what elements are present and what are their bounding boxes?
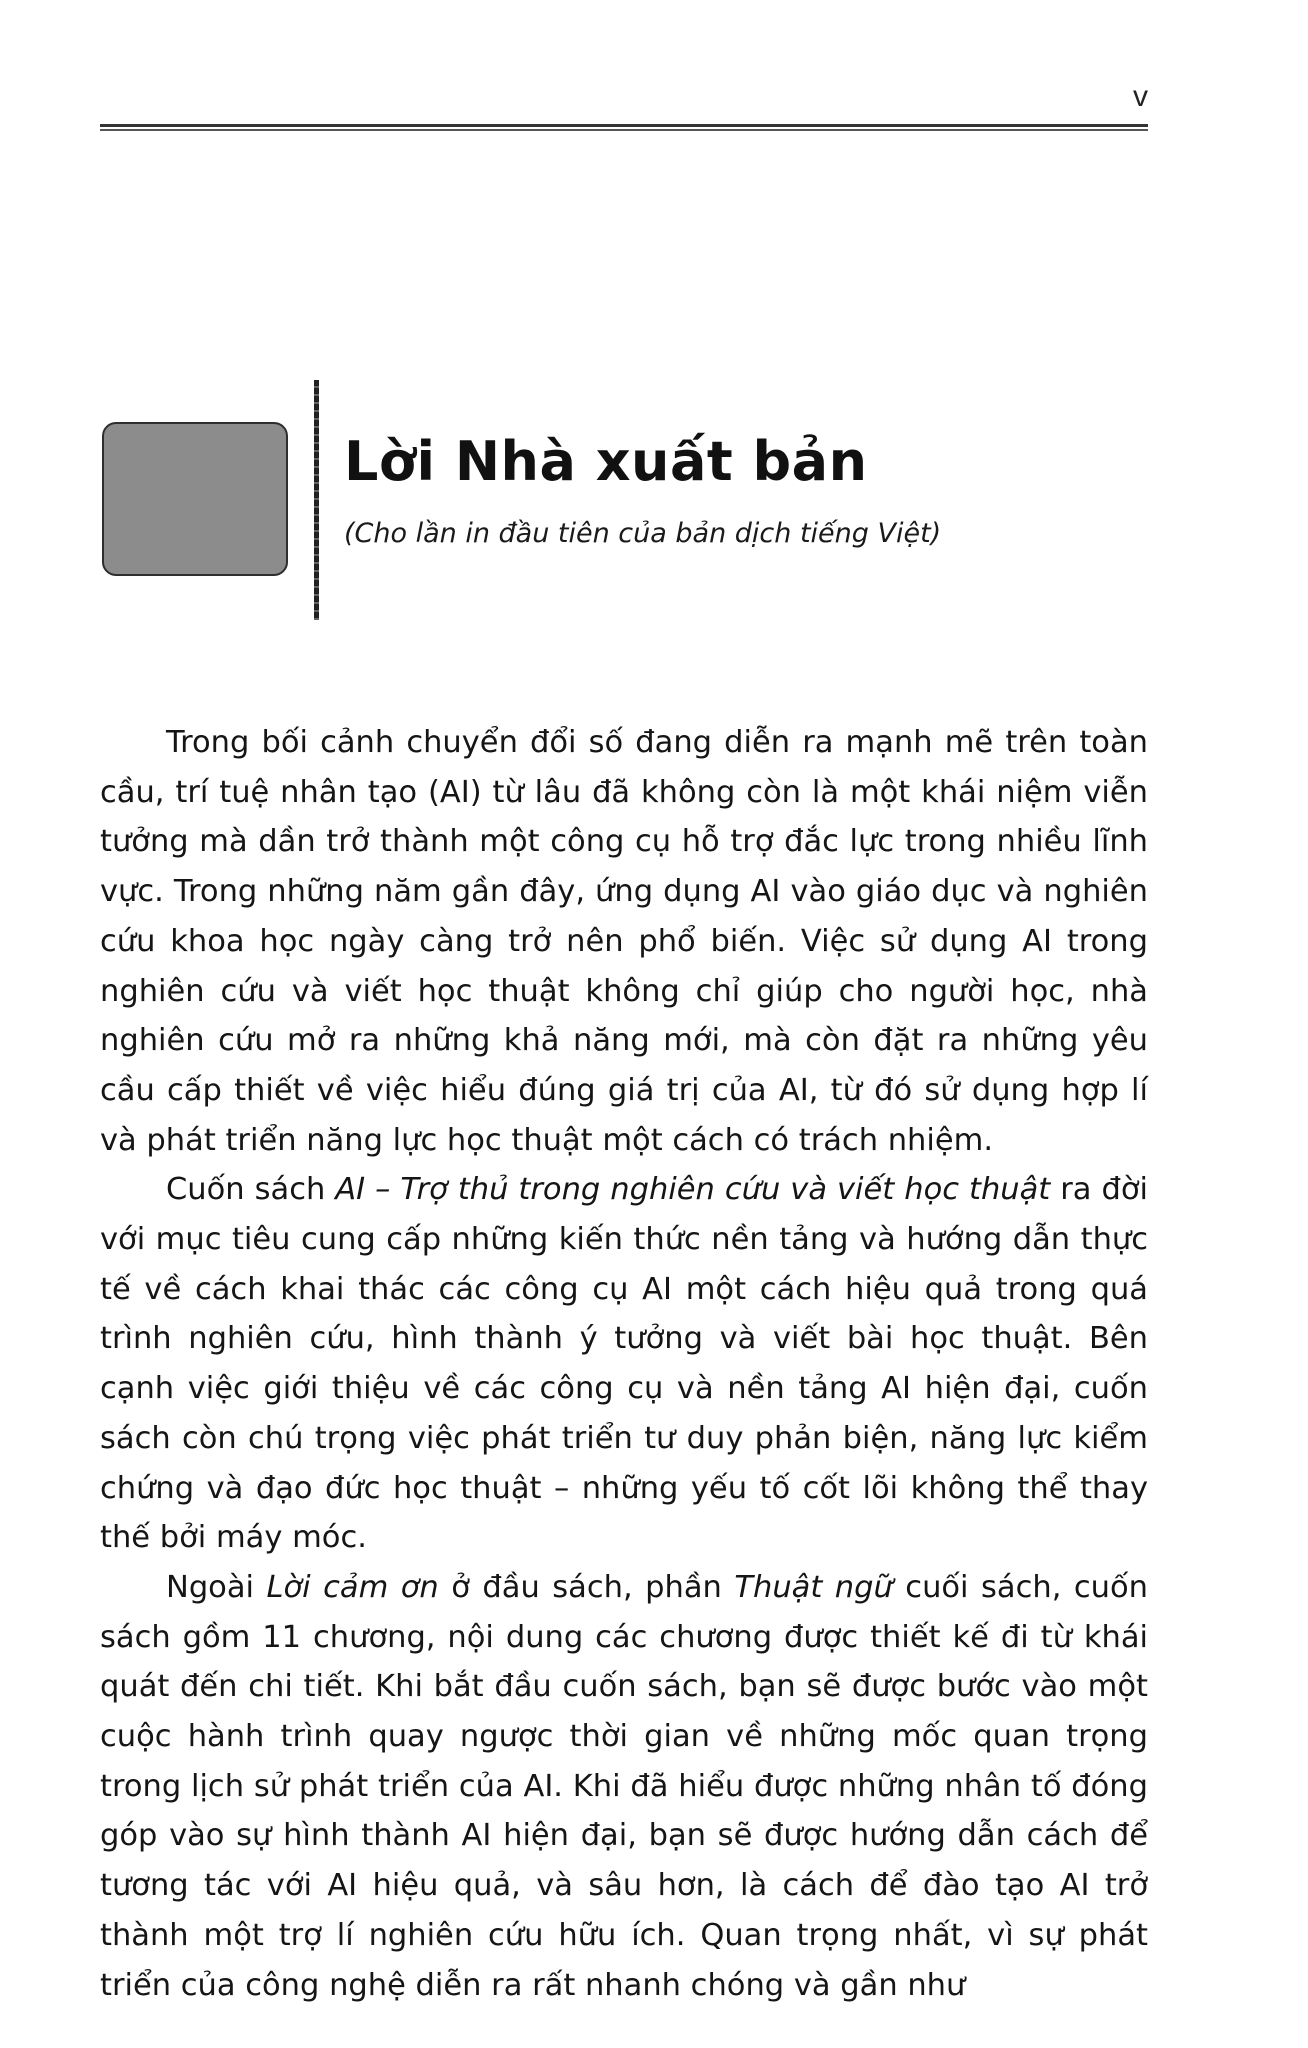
- section-glossary: Thuật ngữ: [734, 1569, 893, 1605]
- decorative-grey-box: [102, 422, 288, 576]
- header-rule: [100, 124, 1148, 131]
- paragraph-3-mid: ở đầu sách, phần: [438, 1569, 735, 1605]
- page-subtitle: (Cho lần in đầu tiên của bản dịch tiếng Việt): [344, 518, 942, 549]
- paragraph-2-post: ra đời với mục tiêu cung cấp những kiến thức nền tảng và hướng dẫn thực tế về cách khai thác các công cụ AI một cách hiệu quả trong quá trình nghiên cứu, hình thành ý tưởng và viết bài học thuật. Bên cạnh việc giới thiệu về các công cụ và nền tảng AI hiện đại, cuốn sách còn chú trọng việc phát triển tư duy phản biện, năng lực kiểm chứng và đạo đức học thuật – những yếu tố cốt lõi không thể thay thế bởi máy móc.: [100, 1172, 1148, 1556]
- paragraph-3-pre: Ngoài: [166, 1569, 267, 1605]
- paragraph-3-post: cuối sách, cuốn sách gồm 11 chương, nội dung các chương được thiết kế đi từ khái quát đến chi tiết. Khi bắt đầu cuốn sách, bạn sẽ được bước vào một cuộc hành trình quay ngược thời gian về những mốc quan trọng trong lịch sử phát triển của AI. Khi đã hiểu được những nhân tố đóng góp vào sự hình thành AI hiện đại, bạn sẽ được hướng dẫn cách để tương tác với AI hiệu quả, và sâu hơn, là cách để đào tạo AI trở thành một trợ lí nghiên cứu hữu ích. Quan trọng nhất, vì sự phát triển của công nghệ diễn ra rất nhanh chóng và gần như: [100, 1569, 1148, 2003]
- paragraph-3: [100, 1563, 1148, 2010]
- page-title: Lời Nhà xuất bản: [344, 430, 868, 493]
- paragraph-2: [100, 1165, 1148, 1563]
- book-title: AI – Trợ thủ trong nghiên cứu và viết học thuật: [335, 1172, 1051, 1208]
- page-number: v: [1133, 80, 1148, 113]
- title-block: [100, 380, 1148, 620]
- paragraph-1: Trong bối cảnh chuyển đổi số đang diễn ra mạnh mẽ trên toàn cầu, trí tuệ nhân tạo (AI) từ lâu đã không còn là một khái niệm viễn tưởng mà dần trở thành một công cụ hỗ trợ đắc lực trong nhiều lĩnh vực. Trong những năm gần đây, ứng dụng AI vào giáo dục và nghiên cứu khoa học ngày càng trở nên phổ biến. Việc sử dụng AI trong nghiên cứu và viết học thuật không chỉ giúp cho người học, nhà nghiên cứu mở ra những khả năng mới, mà còn đặt ra những yêu cầu cấp thiết về việc hiểu đúng giá trị của AI, từ đó sử dụng hợp lí và phát triển năng lực học thuật một cách có trách nhiệm.: [100, 725, 1148, 1158]
- paragraph-2-pre: Cuốn sách: [166, 1172, 336, 1208]
- body-text: [100, 718, 1148, 2010]
- section-acknowledgements: Lời cảm ơn: [266, 1569, 439, 1605]
- vertical-divider: [314, 380, 319, 620]
